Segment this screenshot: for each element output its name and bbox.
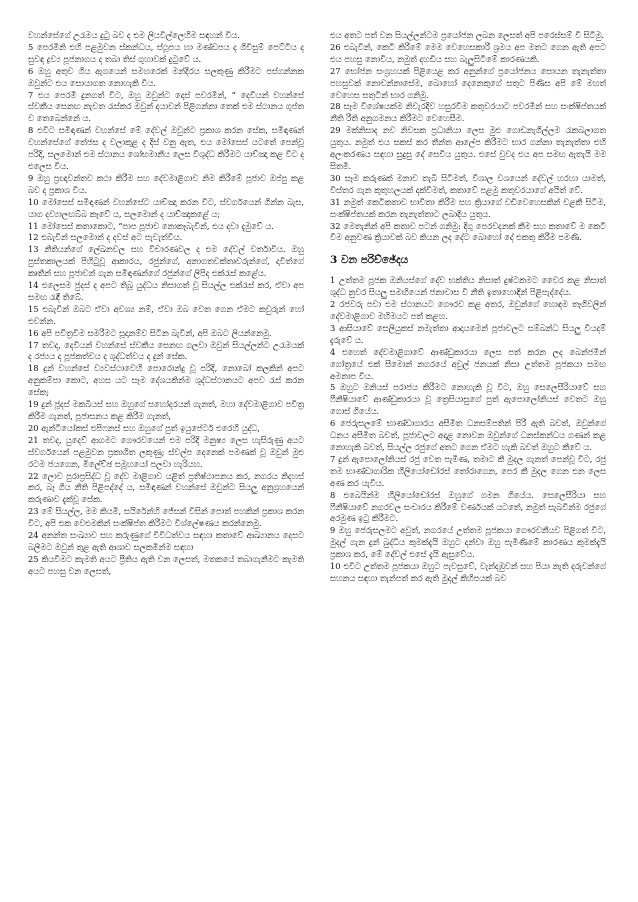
verse-10: 10 මෝසෙස් සමිඳාණන් වහන්සේට යාච්ඤා කරන විට, ස්වර්ගයෙන් ගින්න බැස, යාග දව්‍යාලඟබ්බ කෑවේ ය, සලමොන් ද යාච්ඤාකළේ ය; [28, 196, 304, 219]
verse-29: 29 මක්නිසාද නව නිවසක ප්‍රධානියා ලෙස මුළු ගොඩනැගිල්ලම රැකබලාගත යුතුය. නමුත් එය සකස් කර තීන්ත ආලේප කිරීමට භාර ගන්නා තැනැත්තා එහි අලංකරණය සඳහා සුදුසු දේ සෙවිය යුතුය. එසේ වුවද එය අප සමඟ ඇතැයි මම සිතමි. [330, 125, 606, 171]
verse-14: 14 එලෙසම ජුදස් ද අපට තිබූ යුද්ධය නිසාගත් වූ සියල්ල එක්රැස් කර, ඒවා අප සමඟ රැඳී තිබේ. [28, 280, 304, 302]
chapter-verse-6: 6 ජෙරුසලමේ භාණ්ඩාගාරය අසීමිත ධනසම්පතින් පිරී ඇති බවත්, ඔවුන්ගේ ධනය අසීමිත බවත්, පූජාවලට අදාළ නොවන ඔවුන්ගේ ධනස්කන්ධය ගණන් කළ නොහැකි බවත්, සියල්ල රජුගේ අතට ගෙන ඒමට හැකි බවත් ඔහුට කීවේ ය. [330, 418, 606, 452]
verse-7: 7 එය පෙරමි දුනගත් විට, ඔහු ඔවුන්ට දොස් පවරමින්, “ දෙවියන් වහන්සේ ස්වකීය සෙනඟ නැවත රැස්කර ඔවුන් දයාවන් පිළිගන්නා තෙක් එම ස්ථානය ගුප්ත ව තෙබෙන්නේ ය. [28, 89, 304, 124]
verse-15: 15 එබැවින් ඔබට ඒවා අවශ්‍ය නම්, ඒවා ඔබ වෙත ගෙන ඒමට කවුරුන් හෝ එවන්න. [28, 303, 304, 326]
chapter-verse-2: 2 රජවරු පවා එම ස්ථානයට ගෞරව කළ අතර, ඔවුන්ගේ හොඳම තෑගිවලින් දේවමාළිගාව මහිමයට පත් කළහ. [330, 299, 606, 322]
chapter-verse-1: 1 උත්තම පූජක ඔනියස්ගේ දේව භක්තිය නිසාත් දුෂ්ටකමට වෛර කළ නිසාත් ශුද්ධ නුවර සියලු සමඟියෙන් ජනාවාස වී නීති ඉතාහොඳින් පිළිපැද්දේය. [330, 275, 606, 298]
chapter-heading: 3 වන පරිච්ඡේදය [330, 254, 409, 267]
paragraph: වහන්සේගේ උරැමය දුටු බව ද එම ලියවිල්ලෙහිම සඳහන් විය. [28, 30, 240, 40]
chapter-verse-5: 5 ඔහුට ඔනියස් පරාජය කිරීමට නොහැකි වූ විට, ඔහු සෙලෙසීරියාවේ සහ ෆීනීෂියාවේ ආණ්ඩුකාරයා වූ ත්‍රෙසියාසුගේ පුත් ඇපොලෝනියස් වෙතට ඔහු ගොස් ගියේය. [330, 382, 606, 417]
chapter-verse-4: 4 එහෙත් දේවමාළිගාවේ ආණ්ඩුකාරයා ලෙස පත් කරන ලද බෙන්ජමින් ගෝත්‍රයේ එක් සීමොන් නගරයේ අවුල් ජනයක් නිසා උත්තම පූජකයා සමඟ අමනාප විය. [330, 346, 606, 381]
verse-19: 19 දුන් ජූදස් මකබියස් සහ ඔහුගේ සහෝදරයන් ගැනත්, මහා දේවමාළිගාව පවිත්‍ර කිරීම ගැනත්, පූජාසනය කළ කිරීම ගැනත්, [28, 399, 304, 421]
verse-18: 18 දුන් වහන්සේ ව්‍යවස්ථාවෙහි පොරොන්දු වූ පරිදි, නොබෝ කලකින් අපට අනුකම්පා කොට, අහස යට සෑම දේශයකින්ම ශුද්ධස්ථානයට අපව රැස් කරන සේක; [28, 363, 304, 398]
left-column [28, 30, 304, 890]
verse-8: 8 එවිට සමිඳාණන් වහන්සේ මේ දේවල් ඔවුන්ට ප්‍රකාශ කරන සේක, සමිඳාණන් වහන්සේගේ තේජස ද වලාකුළ ද දිස් වනු ඇත, එය මෝසෙස් යටතේ පෙන්වූ පරිදි, සලමොන් එම ස්ථානය ශෝභමානීය ලෙස විශුද්ධ කිරීමට යාච්ඤා කළ විට ද එලෙස විය. [28, 125, 304, 171]
verse-6: 6 ඔහු අතුව ගිය ඇගයෙන් සමහරෙක් මන්දිරය සලකුණු කිරීමට පස්ගන්නක ඔවුන්ට එය සොයාගත නොහැකි විය. [28, 65, 304, 88]
verse-11: 11 මෝසෙස් කතාකොට, “පාප පූජාව නොකෑබැවින්, එය දවා දැමුවේ ය. [28, 220, 274, 231]
verse-9: 9 ඔහු ප්‍රඥාවන්තව කථා කිරීම සහ දේවමාළිගාව නිම කිරීමේ පූජාව ඔප්පු කළ බව ද ප්‍රකාශ විය. [28, 172, 304, 195]
chapter-verse-7: 7 දුන් ඇපොලෝනියස් රජු වෙත පැමිණ, තමාට කී මුදල ගැනත් පෙන්වූ විට, රජු තම භාණ්ඩාගාරික හීලියෝඩෝරස් තෝරාගෙන, පෙර කී මුදල ගෙන එන ලෙස අණ කර යැවීය. [330, 453, 606, 488]
verse-12: 12 එබැවින් සලමොන් ද දවස් අට පැවැත්විය. [28, 232, 183, 243]
verse-13: 13 නීතියන්ගේ ලේඛනවල සහ විචාරණවල ද එම දේවල් වර්තාවිය. ඔහු පුස්තකාලයක් පිහිටුවූ ආකාරය, රජුන්ගේ, අනාගතවක්තෘවරුන්ගේ, දාවිත්ගේ කෘතීන් සහ පූජාවන් ගැන සමිඳාණන්ගේ රජුන්ගේ ලිපිද එක්රැස් කළේය. [28, 244, 304, 279]
paragraph: එය අතට පත් වන සියල්ලන්ටම ප්‍රයෝජන ලබන ලෙසත් අපි පරෙස්සම් වී සිටිමු. [330, 30, 605, 40]
verse-17: 17 තවද, දෙවියන් වහන්සේ ස්වකීය සෙනඟ ගලවා ඔවුන් සියල්ලන්ට උරැමයක් ද රජ්‍යය ද පූජකත්වය ද ශුද්ධත්වය ද දුන් සේක. [28, 339, 304, 362]
verse-16: 16 අපි පවිත්‍රවීම සමරීමට සූදානම්ව සිටින බැවින්, අපි ඔබට ලියන්නෙමු. [28, 327, 272, 338]
document-page [28, 30, 618, 890]
chapter-verse-8: 8 එබෙයින්ම හීලියෝඩෝරස් ඔහුගේ ගමන ගියේය. සෙලෙසීරියා සහ ෆීනීෂියාවේ නගරවල සංචාරය කිරීමේ වර්ණයක් යටතේ, නමුත් සැබවින්ම රජුගේ අරමුණ ඉටු කිරීමට. [330, 489, 606, 524]
verse-20: 20 ඇන්ටියෝකස් එපිෆනස් සහ ඔහුගේ පුත් ඉයුපේටර් එරෙහි යුද්ධ, [28, 422, 260, 433]
chapter-verse-9: 9 ඔහු ජෙරුසලමට අවුත්, නගරයේ උත්තම පූජකයා ගෞරවනීයව පිළිගත් විට, මුදල් ගැන දුන් බුද්ධිය කුමක්දැයි ඔහුට දන්වා ඔහු පැමිණිමේ කාරණය කුමක්දැයි ප්‍රකාශ කර, මේ දේවල් එසේ දැයි ඇසුවේය. [330, 525, 606, 560]
verse-25: 25 කියවීමට කැමති අයට ප්‍රීතිය ඇති වන ලෙසත්, මතකයේ තබාගැනීමට කැමති අයට පහසු වන ලෙසත්, [28, 553, 304, 576]
verse-31: 31 නමුත් කෙටිකතාව භාවිතා කිරීම සහ ක්‍රියාගේ වඩිවෙහෙසකින් වළකී සිටීම, සංක්ෂිප්තයක් කරන තැනැත්තාට ලබාදිය යුතුය. [330, 196, 606, 219]
verse-5: 5 පෙරමිනි එහි පළමුවන ස්කන්ධය, ස්ථූපය හා මණ්ඩපය ද ගිවිසුම් පෙට්ටිය ද සුවඳ ද්‍රව්‍ය පූජනාගය ද තබා තිස් ගුහාවක් දුටුවේ ය. [28, 41, 304, 64]
verse-22: 22 ලොව පුරාප්‍රසිද්ධ වූ දේව මාළිගාව යළිත් ප්‍රතිෂ්ඨාපනය කර, නගරය නිදහස් කර, බෑ ගිය නීති පිළිපද්දේ ය, සමිඳාණන් වහන්සේ ඔවුන්ට සියලු අනුග්‍රහයෙන් කරුණාව දැක්වූ සේක. [28, 470, 304, 505]
right-column [330, 30, 606, 890]
chapter-verse-10: 10 එවිට උත්තම පූජකයා ඔහුට පැවසුවේ, වැන්දඹුවන් සහ පියා නැති දරුවන්ගේ සහනය සඳහා තැන්පත් කර ඇති මුදල් කිහිපයක් බව [330, 561, 606, 583]
verse-30: 30 සෑම කරුණක් මනාව තැබී සිටීමත්, විශාල වශයෙන් දේවල් හරහා යාමත්, විස්තර ගැන කුතුහලයක් දක්වීමත්, කතාවේ පළමු කතුවරයාගේ අයිත් වේ. [330, 172, 606, 195]
verse-28: 28 සෑම විශේෂයක්ම නිවැරදිව හසුරවීම කතුවරයාට පවරමින් සහ සංක්ෂිප්තයක් නීති රීති අනුගමනය කිරීමට වෙහෙසීම. [330, 101, 606, 124]
chapter-verse-3: 3 ආසියාවේ සෙලියුකස් නමැත්තා ආදායමෙන් පූජාවලට සම්බන්ධ සියලු වියදම් දැරුවේ ය. [330, 322, 606, 345]
verse-27: 27 භෝජන සංග්‍රහයක් පිළියෙළ කර අනුන්ගේ ප්‍රයෝජනය සොයන තැනැත්තා පහසුවක් නොවන්නාසේම, බොහෝ දෙනෙකුගේ සතුට පිණිස අපි මේ මහත් වෙහෙස සතුටින් භාර ගනිමු. [330, 65, 606, 100]
verse-23: 23 මේ සියල්ල, මම කියමි, සයිරේන්හි ජේසන් විසින් පොත් පහකින් ප්‍රකාශ කරන විට, අපි එක වෙළුමකින් සංක්ෂිප්ත කිරීමට විශ්ලේෂණය කරන්නෙමු. [28, 506, 304, 529]
verse-32: 32 මෙතැනින් අපි කතාව පටන් ගනිමු: දිගු පෙරවදනක් කීම සහ කතාවේ ම කෙටි වීම අනුවණ ක්‍රියාවක් බව කියන ලද දේට බොහෝ දේ එකතු කිරීම පමණි. [330, 220, 606, 243]
verse-21: 21 තවද, යුදෙව් ආගමට ගෞරවයෙන් එම පරිදි මනුෂ්‍ය ලෙස හැසිරුණු අයට ස්වර්ගයෙන් පළමුවන ප්‍රකාශිත ලකුණු; ස්වල්ප දෙනෙක් පමණක් වූ ඔවුන් මුළු රටම ජයගෙන, මිලේච්ඡ සමූහයෝ පලවා හැරියහ. [28, 434, 304, 469]
verse-26: 26 එබැවින්, කෙටි කිරීමේ මෙම වෙහෙසකාරී ශ්‍රමය අප මතට ගෙන ඇති අපට එය පහසු නොවීය, නමුත් දහඩිය සහ බැලුසිටීමේ කාරණයකි. [330, 41, 606, 64]
verse-24: 24 අනන්ත සංඛ්‍යාව සහ කරුණුගේ විවිධත්වය සඳහා කතාවේ ආඛ්‍යානය දෙසට බලීමට ඔවුන් තුළ ඇති ආශාව සලකමින්ම සඳහා [28, 530, 304, 552]
